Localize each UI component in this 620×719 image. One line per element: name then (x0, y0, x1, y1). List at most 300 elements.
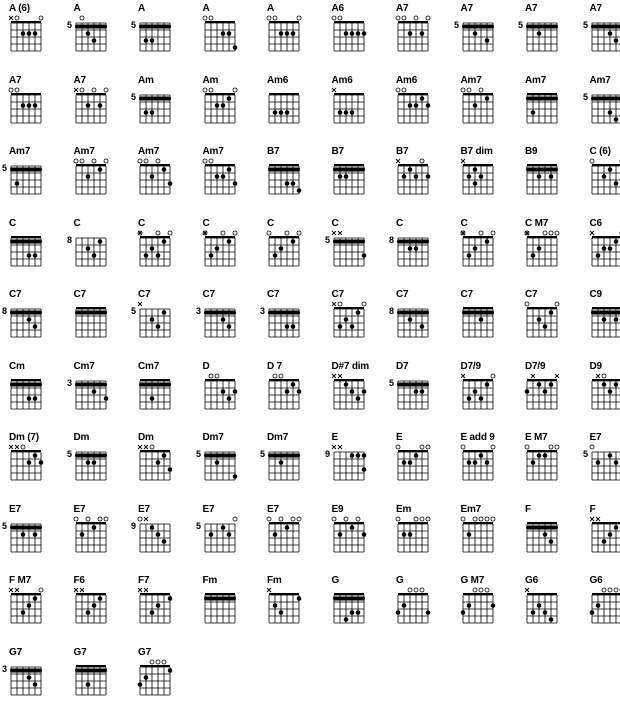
fretboard (130, 1, 192, 61)
finger-dot (285, 181, 290, 186)
chord-name: Am (138, 75, 154, 86)
finger-dot (21, 31, 26, 36)
fretboard (517, 573, 579, 633)
finger-dot (589, 610, 594, 615)
finger-dot (549, 617, 554, 622)
finger-dot (79, 532, 84, 537)
finger-dot (220, 31, 225, 36)
open-string-marker (608, 588, 612, 592)
chord-name: A (138, 3, 145, 14)
finger-dot (91, 525, 96, 530)
muted-string-marker (332, 88, 336, 92)
chord-name: Am7 (525, 75, 546, 86)
finger-dot (472, 460, 477, 465)
chord-name: D7 (396, 361, 408, 372)
finger-dot (162, 453, 167, 458)
open-string-marker (408, 588, 412, 592)
chord-diagram (259, 1, 321, 75)
finger-dot (220, 525, 225, 530)
open-string-marker (426, 517, 430, 521)
barre (75, 454, 107, 458)
chord-diagram (1, 359, 63, 433)
finger-dot (607, 453, 612, 458)
chord-name: C7 (203, 289, 215, 300)
open-string-marker (396, 16, 400, 20)
fretboard (582, 287, 620, 347)
open-string-marker (402, 88, 406, 92)
fretboard (1, 430, 63, 490)
chord-diagram (453, 144, 515, 218)
chord-name: Fm (203, 575, 218, 586)
finger-dot (291, 31, 296, 36)
finger-dot (150, 610, 155, 615)
finger-dot (531, 253, 536, 258)
finger-dot (97, 239, 102, 244)
chord-name: C7 (267, 289, 279, 300)
chord-diagram (324, 573, 386, 647)
finger-dot (549, 539, 554, 544)
fret-number: 3 (66, 378, 71, 388)
fretboard (324, 573, 386, 633)
finger-dot (27, 31, 32, 36)
finger-dot (297, 188, 302, 193)
chord-diagram (517, 573, 579, 647)
chord-name: Dm7 (203, 432, 224, 443)
chord-diagram (195, 216, 257, 290)
chord-diagram (130, 144, 192, 218)
chord-diagram (582, 573, 620, 647)
chord-name: E (332, 432, 338, 443)
finger-dot (402, 174, 407, 179)
open-string-marker (467, 88, 471, 92)
open-string-marker (297, 517, 301, 521)
muted-string-marker (338, 445, 342, 449)
fretboard (1, 144, 63, 204)
fretboard (388, 430, 450, 490)
finger-dot (226, 324, 231, 329)
fretboard (582, 73, 620, 133)
chord-name: E7 (203, 504, 215, 515)
fret-number: 5 (195, 449, 200, 459)
chord-diagram (388, 73, 450, 147)
open-string-marker (104, 88, 108, 92)
chord-name: C7 (396, 289, 408, 300)
finger-dot (349, 110, 354, 115)
finger-dot (85, 610, 90, 615)
finger-dot (466, 532, 471, 537)
chord-name: B7 (332, 146, 344, 157)
fret-number: 3 (2, 664, 7, 674)
chord-diagram (324, 359, 386, 433)
muted-string-marker (74, 88, 78, 92)
finger-dot (232, 389, 237, 394)
finger-dot (291, 382, 296, 387)
open-string-marker (338, 16, 342, 20)
chord-name: F (525, 504, 531, 515)
open-string-marker (297, 16, 301, 20)
fretboard (453, 573, 515, 633)
barre (462, 311, 494, 315)
finger-dot (150, 317, 155, 322)
open-string-marker (473, 517, 477, 521)
chord-diagram (517, 144, 579, 218)
finger-dot (490, 603, 495, 608)
fretboard (1, 216, 63, 276)
finger-dot (27, 317, 32, 322)
chord-diagram (388, 144, 450, 218)
open-string-marker (332, 16, 336, 20)
chord-diagram (66, 430, 128, 504)
finger-dot (150, 246, 155, 251)
chord-name: A (203, 3, 210, 14)
chord-diagram (453, 216, 515, 290)
chord-name: C9 (590, 289, 602, 300)
muted-string-marker (144, 517, 148, 521)
muted-string-marker (144, 588, 148, 592)
barre (204, 454, 236, 458)
finger-dot (343, 174, 348, 179)
finger-dot (285, 389, 290, 394)
open-string-marker (362, 302, 366, 306)
chord-name: C (332, 218, 339, 229)
barre (333, 597, 365, 601)
chord-name: Cm (9, 361, 25, 372)
fretboard (259, 73, 321, 133)
barre (10, 668, 42, 672)
fretboard (130, 287, 192, 347)
open-string-marker (344, 517, 348, 521)
chord-name: A (267, 3, 274, 14)
finger-dot (91, 38, 96, 43)
open-string-marker (80, 16, 84, 20)
fret-number: 8 (389, 306, 394, 316)
fretboard (582, 430, 620, 490)
finger-dot (466, 396, 471, 401)
finger-dot (420, 31, 425, 36)
barre (591, 96, 620, 100)
fretboard (259, 359, 321, 419)
chord-diagram (130, 73, 192, 147)
finger-dot (426, 610, 431, 615)
fret-number: 5 (131, 20, 136, 30)
open-string-marker (491, 445, 495, 449)
open-string-marker (203, 16, 207, 20)
chord-name: Am7 (590, 75, 611, 86)
finger-dot (337, 324, 342, 329)
muted-string-marker (332, 445, 336, 449)
barre (397, 239, 429, 243)
finger-dot (27, 253, 32, 258)
finger-dot (138, 682, 143, 687)
finger-dot (226, 96, 231, 101)
fretboard (1, 287, 63, 347)
fret-number: 9 (131, 521, 136, 531)
chord-diagram (1, 216, 63, 290)
open-string-marker (543, 231, 547, 235)
chord-diagram (388, 430, 450, 504)
open-string-marker (104, 517, 108, 521)
open-string-marker (420, 445, 424, 449)
chord-diagram (195, 359, 257, 433)
chord-name: G (332, 575, 340, 586)
finger-dot (33, 324, 38, 329)
finger-dot (601, 246, 606, 251)
finger-dot (168, 668, 173, 673)
fret-number: 5 (518, 20, 523, 30)
finger-dot (607, 167, 612, 172)
finger-dot (226, 532, 231, 537)
chord-name: C7 (461, 289, 473, 300)
muted-string-marker (590, 517, 594, 521)
finger-dot (343, 110, 348, 115)
finger-dot (613, 317, 618, 322)
finger-dot (168, 467, 173, 472)
finger-dot (537, 246, 542, 251)
chord-name: Em (396, 504, 411, 515)
finger-dot (85, 246, 90, 251)
fret-number: 8 (66, 235, 71, 245)
open-string-marker (279, 517, 283, 521)
finger-dot (402, 460, 407, 465)
open-string-marker (414, 588, 418, 592)
muted-string-marker (332, 374, 336, 378)
chord-name: G7 (9, 647, 22, 658)
chord-name: A7 (590, 3, 602, 14)
open-string-marker (473, 588, 477, 592)
finger-dot (607, 31, 612, 36)
fretboard (453, 73, 515, 133)
finger-dot (279, 460, 284, 465)
finger-dot (408, 31, 413, 36)
chord-name: B7 (396, 146, 408, 157)
chord-name: D (203, 361, 210, 372)
open-string-marker (273, 374, 277, 378)
chord-name: C7 (332, 289, 344, 300)
muted-string-marker (138, 445, 142, 449)
chord-diagram (1, 502, 63, 576)
finger-dot (361, 453, 366, 458)
chord-diagram (582, 73, 620, 147)
muted-string-marker (74, 588, 78, 592)
finger-dot (607, 532, 612, 537)
finger-dot (343, 317, 348, 322)
finger-dot (214, 460, 219, 465)
finger-dot (291, 324, 296, 329)
fretboard (259, 502, 321, 562)
chord-diagram (66, 1, 128, 75)
open-string-marker (555, 302, 559, 306)
barre (397, 382, 429, 386)
finger-dot (613, 460, 618, 465)
open-string-marker (396, 88, 400, 92)
finger-dot (27, 675, 32, 680)
fretboard (388, 502, 450, 562)
finger-dot (543, 610, 548, 615)
finger-dot (349, 324, 354, 329)
finger-dot (613, 525, 618, 530)
finger-dot (150, 174, 155, 179)
open-string-marker (338, 302, 342, 306)
finger-dot (27, 603, 32, 608)
chord-name: B7 dim (461, 146, 493, 157)
barre (10, 382, 42, 386)
finger-dot (279, 246, 284, 251)
muted-string-marker (9, 588, 13, 592)
finger-dot (402, 532, 407, 537)
finger-dot (355, 610, 360, 615)
finger-dot (144, 38, 149, 43)
fret-number: 8 (389, 235, 394, 245)
chord-name: A7 (9, 75, 21, 86)
open-string-marker (491, 517, 495, 521)
finger-dot (601, 317, 606, 322)
open-string-marker (426, 445, 430, 449)
open-string-marker (203, 88, 207, 92)
open-string-marker (356, 517, 360, 521)
finger-dot (484, 38, 489, 43)
chord-diagram (582, 144, 620, 218)
chord-diagram (66, 645, 128, 719)
chord-diagram (388, 1, 450, 75)
chord-diagram (259, 359, 321, 433)
fretboard (324, 430, 386, 490)
finger-dot (285, 110, 290, 115)
finger-dot (472, 167, 477, 172)
fretboard (582, 216, 620, 276)
open-string-marker (297, 231, 301, 235)
fretboard (130, 144, 192, 204)
finger-dot (285, 324, 290, 329)
finger-dot (156, 532, 161, 537)
fretboard (66, 144, 128, 204)
fret-number: 5 (582, 92, 587, 102)
open-string-marker (15, 16, 19, 20)
muted-string-marker (555, 374, 559, 378)
chord-diagram (195, 287, 257, 361)
barre (10, 239, 42, 243)
finger-dot (408, 317, 413, 322)
fretboard (388, 144, 450, 204)
finger-dot (97, 596, 102, 601)
open-string-marker (233, 517, 237, 521)
open-string-marker (233, 231, 237, 235)
chord-name: C (203, 218, 210, 229)
finger-dot (408, 167, 413, 172)
open-string-marker (420, 588, 424, 592)
chord-diagram (324, 502, 386, 576)
chord-diagram (195, 73, 257, 147)
muted-string-marker (525, 588, 529, 592)
open-string-marker (104, 159, 108, 163)
chord-name: Am (203, 75, 219, 86)
chord-diagram (324, 430, 386, 504)
chord-diagram (388, 573, 450, 647)
chord-diagram (1, 573, 63, 647)
chord-diagram (66, 144, 128, 218)
finger-dot (21, 610, 26, 615)
finger-dot (613, 239, 618, 244)
fretboard (324, 73, 386, 133)
fretboard (195, 430, 257, 490)
chord-name: E7 (267, 504, 279, 515)
finger-dot (613, 382, 618, 387)
open-string-marker (426, 16, 430, 20)
finger-dot (33, 253, 38, 258)
open-string-marker (156, 231, 160, 235)
finger-dot (414, 174, 419, 179)
chord-name: B7 (267, 146, 279, 157)
fretboard (517, 144, 579, 204)
chord-name: Am7 (138, 146, 159, 157)
fret-number: 5 (195, 521, 200, 531)
chord-name: F6 (74, 575, 85, 586)
finger-dot (426, 103, 431, 108)
chord-name: D 7 (267, 361, 282, 372)
finger-dot (420, 96, 425, 101)
chord-diagram (66, 216, 128, 290)
fretboard (388, 1, 450, 61)
finger-dot (150, 110, 155, 115)
chord-diagram (582, 359, 620, 433)
finger-dot (601, 382, 606, 387)
chord-name: C M7 (525, 218, 548, 229)
fret-number: 8 (2, 306, 7, 316)
fret-number: 5 (2, 521, 7, 531)
chord-diagram (453, 502, 515, 576)
finger-dot (349, 389, 354, 394)
chord-diagram (259, 430, 321, 504)
finger-dot (531, 610, 536, 615)
fretboard (453, 287, 515, 347)
chord-name: C7 (138, 289, 150, 300)
finger-dot (414, 103, 419, 108)
fretboard (517, 73, 579, 133)
chord-name: E9 (332, 504, 344, 515)
finger-dot (273, 603, 278, 608)
open-string-marker (98, 517, 102, 521)
open-string-marker (491, 374, 495, 378)
finger-dot (402, 603, 407, 608)
chord-diagram (388, 359, 450, 433)
fret-number: 5 (66, 449, 71, 459)
muted-string-marker (138, 588, 142, 592)
open-string-marker (203, 159, 207, 163)
finger-dot (226, 396, 231, 401)
finger-dot (33, 31, 38, 36)
open-string-marker (267, 517, 271, 521)
chord-name: Am6 (267, 75, 288, 86)
finger-dot (291, 181, 296, 186)
finger-dot (150, 525, 155, 530)
fretboard (453, 144, 515, 204)
finger-dot (361, 532, 366, 537)
finger-dot (549, 382, 554, 387)
finger-dot (297, 389, 302, 394)
finger-dot (162, 239, 167, 244)
open-string-marker (209, 16, 213, 20)
chord-diagram (517, 216, 579, 290)
fretboard (130, 359, 192, 419)
chord-diagram (517, 73, 579, 147)
fret-number: 5 (2, 163, 7, 173)
open-string-marker (479, 231, 483, 235)
finger-dot (85, 682, 90, 687)
finger-dot (343, 617, 348, 622)
open-string-marker (144, 159, 148, 163)
chord-name: G (396, 575, 404, 586)
fretboard (195, 73, 257, 133)
chord-name: F (590, 504, 596, 515)
